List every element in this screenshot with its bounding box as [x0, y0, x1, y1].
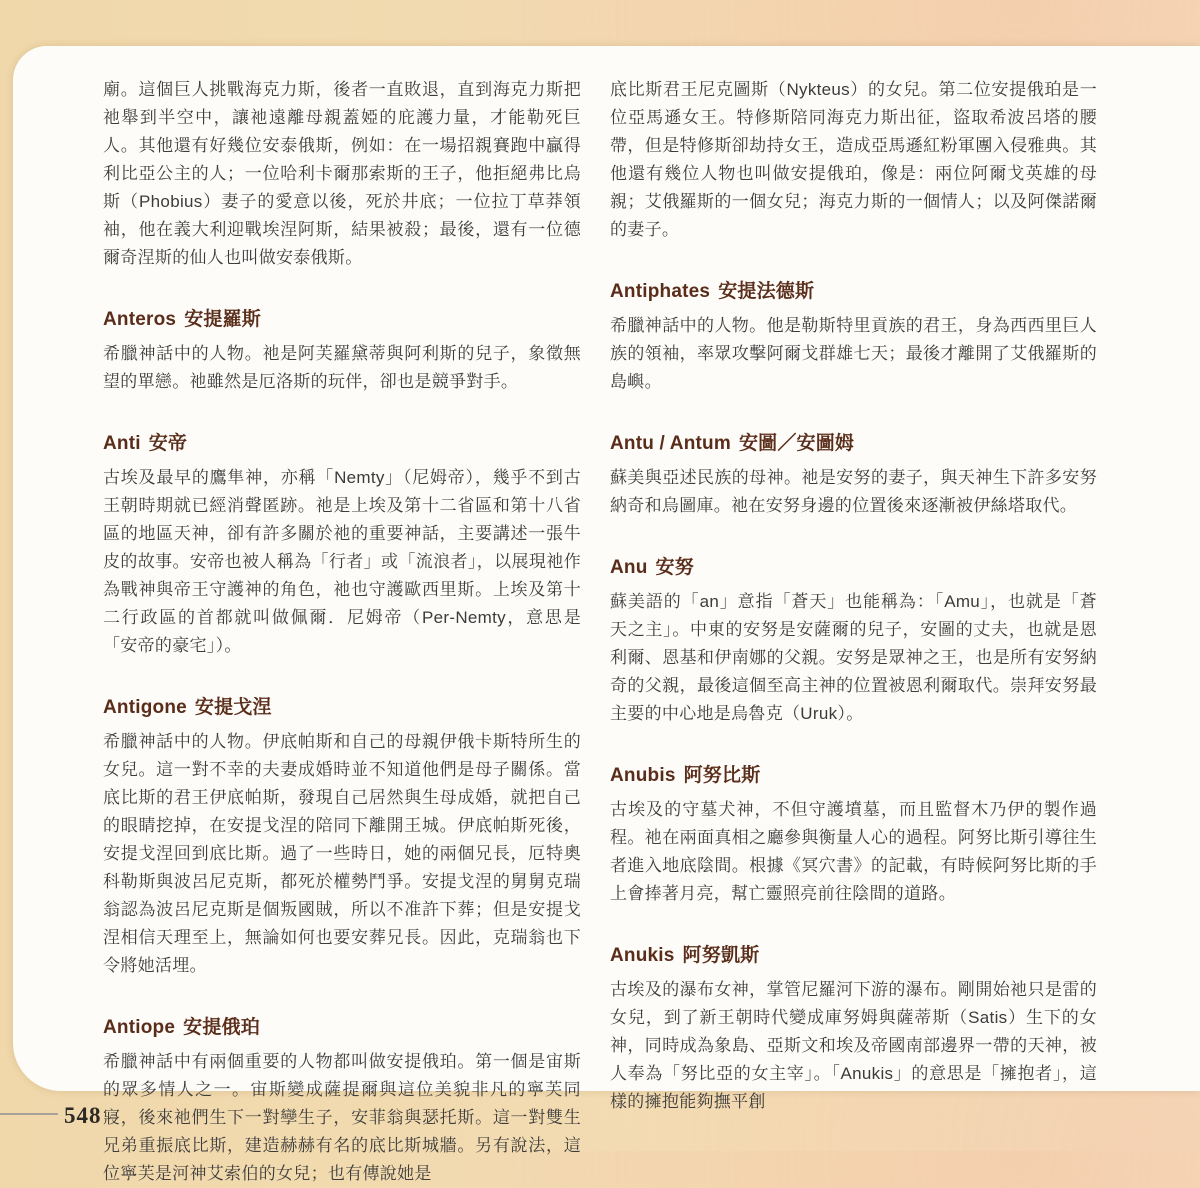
- continued-paragraph: 廟。這個巨人挑戰海克力斯，後者一直敗退，直到海克力斯把祂舉到半空中，讓祂遠離母親蓋婭的庇護力量，才能勒死巨人。其他還有好幾位安泰俄斯，例如：在一場招親賽跑中贏得利比亞公主的人；一位哈利卡爾那索斯的王子，他拒絕弗比烏斯（Phobius）妻子的愛意以後，死於井底；一位拉丁草莽領袖，他在義大利迎戰埃涅阿斯，結果被殺；最後，還有一位德爾奇涅斯的仙人也叫做安泰俄斯。: [103, 80, 581, 267]
- entry-term: Antigone: [103, 697, 187, 718]
- entry-body: 古埃及最早的鷹隼神，亦稱「Nemty」（尼姆帝），幾乎不到古王朝時期就已經消聲匿跡。祂是上埃及第十二省區和第十八省區的地區天神，卻有許多關於祂的重要神話，主要講述一張牛皮的故事。安帝也被人稱為「行者」或「流浪者」，以展現祂作為戰神與帝王守護神的角色，祂也守護歐西里斯。上埃及第十二行政區的首都就叫做佩爾．尼姆帝（Per-Nemty，意思是「安帝的豪宅」）。: [103, 468, 581, 655]
- entry-heading: [610, 280, 1097, 304]
- entry-heading: [103, 432, 581, 456]
- entry-term: Anteros: [103, 309, 177, 330]
- entry-antiope: [103, 1016, 581, 1188]
- entry-heading: [610, 432, 1097, 456]
- entry-heading: [610, 944, 1097, 968]
- entry-heading: [103, 1016, 581, 1040]
- entry-heading: [610, 556, 1097, 580]
- entry-body: 希臘神話中的人物。伊底帕斯和自己的母親伊俄卡斯特所生的女兒。這一對不幸的夫妻成婚時並不知道他們是母子關係。當底比斯的君王伊底帕斯，發現自己居然與生母成婚，就把自己的眼睛挖掉，在安提戈涅的陪同下離開王城。伊底帕斯死後，安提戈涅回到底比斯。過了一些時日，她的兩個兄長，厄特奧科勒斯與波呂尼克斯，都死於權勢鬥爭。安提戈涅的舅舅克瑞翁認為波呂尼克斯是個叛國賊，所以不准許下葬；但是安提戈涅相信天理至上，無論如何也要安葬兄長。因此，克瑞翁也下令將她活埋。: [103, 732, 581, 975]
- entry-body: 蘇美語的「an」意指「蒼天」也能稱為：「Amu」，也就是「蒼天之主」。中東的安努是安薩爾的兒子，安圖的丈夫，也就是恩利爾、恩基和伊南娜的父親。安努是眾神之王，也是所有安努納奇的父親，最後這個至高主神的位置被恩利爾取代。崇拜安努最主要的中心地是烏魯克（Uruk）。: [610, 592, 1097, 723]
- entry-anu: [610, 556, 1097, 728]
- entry-anteros: [103, 308, 581, 396]
- entry-body: 希臘神話中的人物。祂是阿芙羅黛蒂與阿利斯的兒子，象徵無望的單戀。祂雖然是厄洛斯的玩伴，卻也是競爭對手。: [103, 344, 581, 391]
- entry-term-zh: 安提俄珀: [183, 1017, 260, 1038]
- entry-antigone: [103, 696, 581, 980]
- entry-term-zh: 安提戈涅: [194, 697, 272, 718]
- entry-heading: [103, 308, 581, 332]
- entry-body: 希臘神話中的人物。他是勒斯特里貢族的君王，身為西西里巨人族的領袖，率眾攻擊阿爾戈群雄七天；最後才離開了艾俄羅斯的島嶼。: [610, 316, 1097, 391]
- entry-term: Anukis: [610, 945, 675, 966]
- entry-term: Anti: [103, 433, 141, 454]
- entry-body: 古埃及的守墓犬神，不但守護墳墓，而且監督木乃伊的製作過程。祂在兩面真相之廳參與衡量人心的過程。阿努比斯引導往生者進入地底陰間。根據《冥穴書》的記載，有時候阿努比斯的手上會捧著月亮，幫亡靈照亮前往陰間的道路。: [610, 800, 1097, 903]
- entry-term-zh: 安帝: [148, 433, 188, 454]
- entry-anti: [103, 432, 581, 660]
- entry-term: Anu: [610, 557, 648, 578]
- entry-body: 蘇美與亞述民族的母神。祂是安努的妻子，與天神生下許多安努納奇和烏圖庫。祂在安努身邊的位置後來逐漸被伊絲塔取代。: [610, 468, 1097, 515]
- entry-heading: [103, 696, 581, 720]
- entry-anukis: [610, 944, 1097, 1116]
- entry-term-zh: 阿努比斯: [683, 765, 761, 786]
- entry-term: Anubis: [610, 765, 676, 786]
- left-column: [103, 76, 581, 1188]
- entry-term-zh: 安提法德斯: [718, 281, 815, 302]
- entry-term-zh: 安努: [655, 557, 694, 578]
- entry-body: 希臘神話中有兩個重要的人物都叫做安提俄珀。第一個是宙斯的眾多情人之一。宙斯變成薩提爾與這位美貌非凡的寧芙同寢，後來祂們生下一對孿生子，安菲翁與瑟托斯。這一對雙生兄弟重振底比斯，建造赫赫有名的底比斯城牆。另有說法，這位寧芙是河神艾索伯的女兒；也有傳說她是: [103, 1052, 581, 1183]
- entry-antu-antum: [610, 432, 1097, 520]
- entry-term-zh: 阿努凱斯: [682, 945, 760, 966]
- entry-term: Antiope: [103, 1017, 176, 1038]
- entry-term-zh: 安圖／安圖姆: [738, 433, 855, 454]
- entry-antiphates: [610, 280, 1097, 396]
- page-number: 548: [64, 1103, 102, 1128]
- entry-term: Antiphates: [610, 281, 711, 302]
- entry-term-zh: 安提羅斯: [184, 309, 262, 330]
- entry-heading: [610, 764, 1097, 788]
- entry-body: 古埃及的瀑布女神，掌管尼羅河下游的瀑布。剛開始祂只是雷的女兒，到了新王朝時代變成庫努姆與薩蒂斯（Satis）生下的女神，同時成為象島、亞斯文和埃及帝國南部邊界一帶的天神，被人奉為「努比亞的女主宰」。「Anukis」的意思是「擁抱者」，這樣的擁抱能夠撫平創: [610, 980, 1097, 1111]
- right-column: [610, 76, 1097, 1116]
- continued-paragraph: 底比斯君王尼克圖斯（Nykteus）的女兒。第二位安提俄珀是一位亞馬遜女王。特修斯陪同海克力斯出征，盜取希波呂塔的腰帶，但是特修斯卻劫持女王，造成亞馬遜紅粉軍團入侵雅典。其他還有幾位人物也叫做安提俄珀，像是：兩位阿爾戈英雄的母親；艾俄羅斯的一個女兒；海克力斯的一個情人；以及阿傑諾爾的妻子。: [610, 80, 1097, 239]
- entry-term: Antu / Antum: [610, 433, 731, 454]
- entry-anubis: [610, 764, 1097, 908]
- page-number-rule: [0, 1113, 58, 1115]
